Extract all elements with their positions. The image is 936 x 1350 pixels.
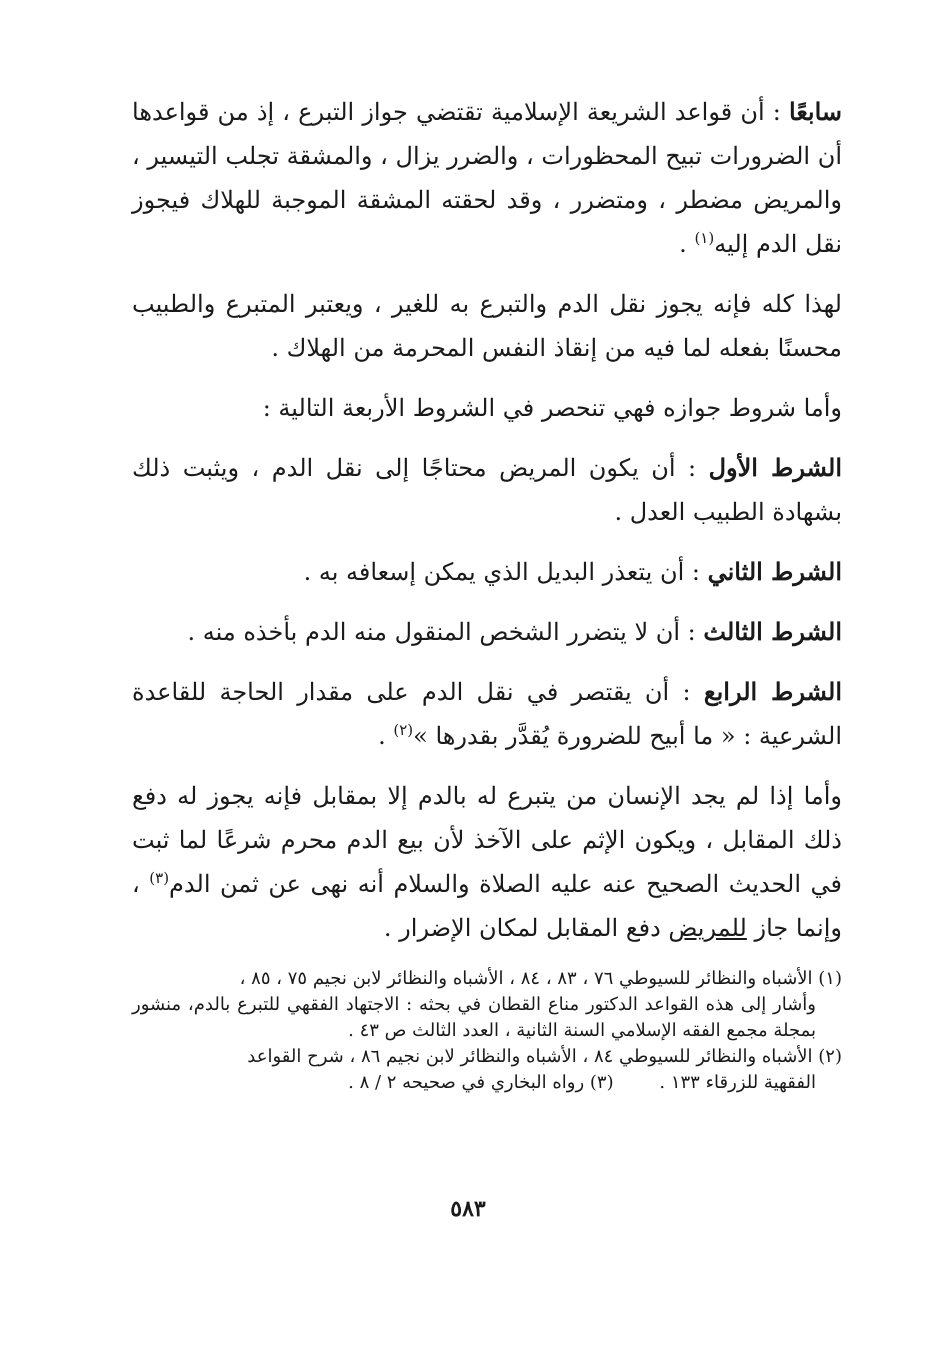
footnote-ref-2[interactable]: (٢) <box>393 721 414 739</box>
condition-term-1: الشرط الأول <box>708 453 842 482</box>
paragraph-text: دفع المقابل لمكان الإضرار . <box>383 914 669 942</box>
paragraph-text: : أن قواعد الشريعة الإسلامية تقتضي جواز التبرع ، إذ من قواعدها أن الضرورات تبيح المحظورات ، والضرر يزال ، والمشقة تجلب التيسير ، والمريض مضطر ، ومتضرر ، وقد لحقته المشقة الموجبة للهلاك فيجوز نقل الدم إليه <box>131 98 842 258</box>
footnote-3: (٣) رواه البخاري في صحيحه ٢ / ٨ . <box>348 1072 614 1093</box>
footnote-ref-1[interactable]: (١) <box>694 229 715 247</box>
paragraph-end: . <box>679 230 695 258</box>
underlined-word: للمريض <box>668 914 747 942</box>
footnote-text: الفقهية للزرقاء ١٣٣ . <box>659 1072 816 1093</box>
footnote-text: وأشار إلى هذه القواعد الدكتور مناع القطان في بحثه : الاجتهاد الفقهي للتبرع بالدم، منشور بمجلة مجمع الفقه الإسلامي السنة الثانية ، العدد الثالث ص ٤٣ . <box>132 994 816 1041</box>
paragraph-condition-4 <box>132 670 842 758</box>
paragraph-text: وأما إذا لم يجد الإنسان من يتبرع له بالدم إلا بمقابل فإنه يجوز له دفع ذلك المقابل ، ويكون الإثم على الآخذ لأن بيع الدم محرم شرعًا لما ثبت في الحديث الصحيح عنه عليه الصلاة والسلام أنه نهى عن ثمن الدم <box>132 782 842 898</box>
page-body <box>132 90 842 1096</box>
paragraph-text: وأما شروط جوازه فهي تنحصر في الشروط الأربعة التالية : <box>262 394 842 422</box>
condition-term-4: الشرط الرابع <box>703 677 843 706</box>
paragraph-text: ، وإنما جاز <box>132 870 842 942</box>
footnotes <box>132 966 842 1096</box>
paragraph-ruling <box>132 282 842 370</box>
paragraph-text: : أن يكون المريض محتاجًا إلى نقل الدم ، ويثبت ذلك بشهادة الطبيب العدل . <box>132 454 842 526</box>
footnote-2-continued <box>132 1070 842 1096</box>
paragraph-text: لهذا كله فإنه يجوز نقل الدم والتبرع به للغير ، ويعتبر المتبرع والطبيب محسنًا بفعله لما فيه من إنقاذ النفس المحرمة من الهلاك . <box>132 290 842 362</box>
footnote-ref-3[interactable]: (٣) <box>149 869 170 887</box>
paragraph-payment <box>132 774 842 950</box>
paragraph-condition-3 <box>132 610 842 654</box>
footnote-1 <box>132 966 842 992</box>
footnote-text: (١) الأشباه والنظائر للسيوطي ٧٦ ، ٨٣ ، ٨٤ ، الأشباه والنظائر لابن نجيم ٧٥ ، ٨٥ ، <box>239 968 842 989</box>
paragraph-conditions-intro <box>132 386 842 430</box>
paragraph-condition-1 <box>132 446 842 534</box>
paragraph-seventh <box>132 90 842 266</box>
condition-term-2: الشرط الثاني <box>707 557 842 586</box>
paragraph-text: : أن يقتصر في نقل الدم على مقدار الحاجة للقاعدة الشرعية : « ما أبيح للضرورة يُقدَّر بقدرها » <box>132 678 842 750</box>
condition-term-3: الشرط الثالث <box>703 617 842 646</box>
section-term-seventh: سابعًا <box>789 97 842 126</box>
paragraph-text: : أن يتعذر البديل الذي يمكن إسعافه به . <box>303 558 708 586</box>
footnote-1-continued <box>132 992 842 1044</box>
paragraph-end: . <box>378 722 394 750</box>
paragraph-text: : أن لا يتضرر الشخص المنقول منه الدم بأخذه منه . <box>187 618 704 646</box>
footnote-2 <box>132 1044 842 1070</box>
footnote-text: (٢) الأشباه والنظائر للسيوطي ٨٤ ، الأشباه والنظائر لابن نجيم ٨٦ ، شرح القواعد <box>247 1046 842 1067</box>
page-number: ٥٨٣ <box>450 1196 486 1222</box>
paragraph-condition-2 <box>132 550 842 594</box>
